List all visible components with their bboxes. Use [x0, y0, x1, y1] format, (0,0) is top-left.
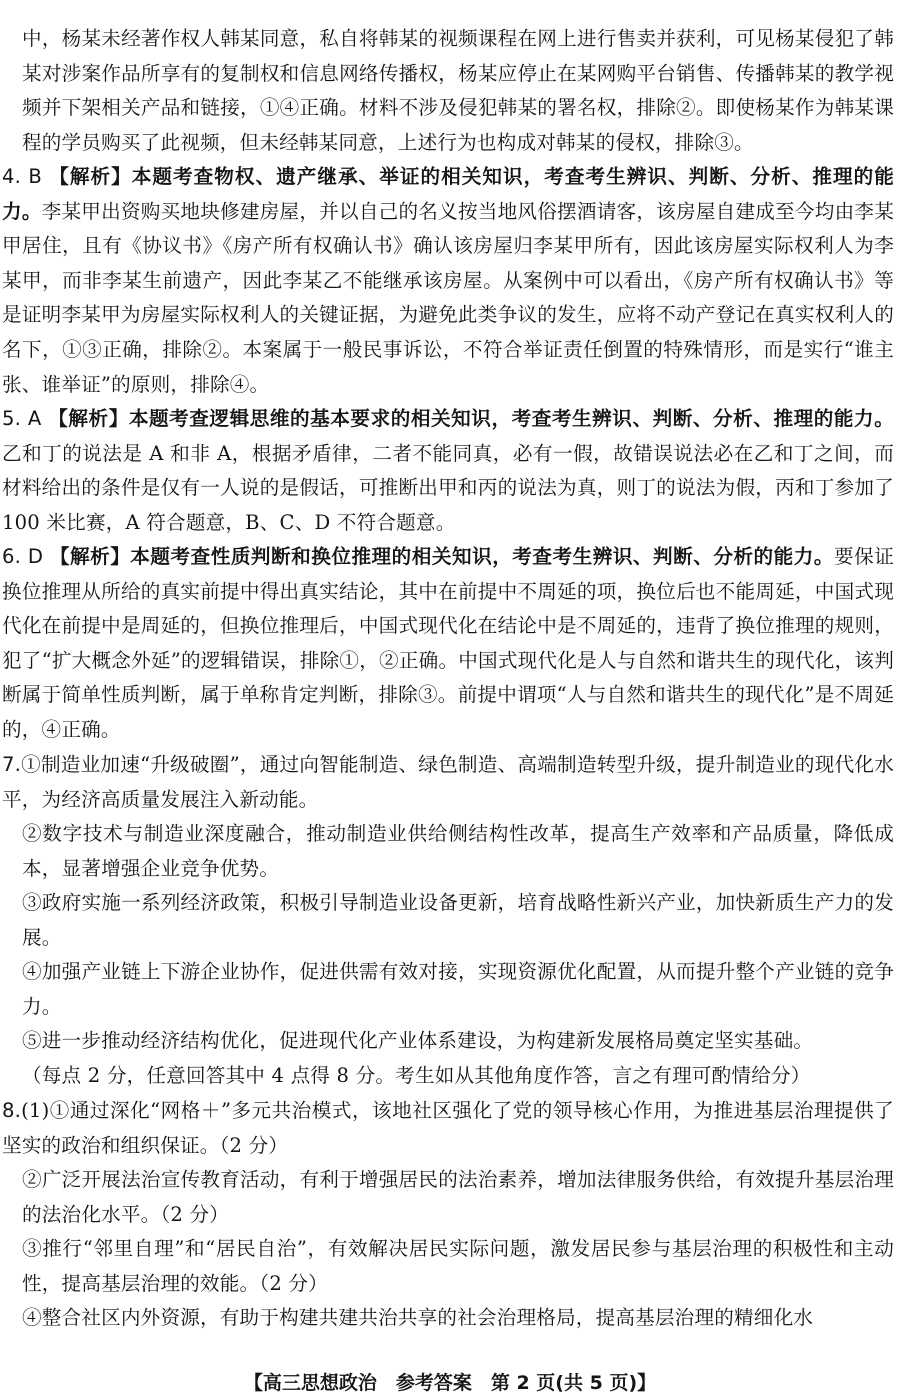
question-8-point-1 — [2, 1094, 894, 1163]
question-7-scoring-note — [22, 1059, 894, 1094]
q8-point-text: (1)①通过深化“网格＋”多元共治模式，该地社区强化了党的领导核心作用，为推进基层治理提供了坚实的政治和组织保证。（2 分） — [2, 1099, 894, 1157]
q3-tail-text: 中，杨某未经著作权人韩某同意，私自将韩某的视频课程在网上进行售卖并获利，可见杨某侵犯了韩某对涉案作品所享有的复制权和信息网络传播权，杨某应停止在某网购平台销售、传播韩某的教学视频并下架相关产品和链接，①④正确。材料不涉及侵犯韩某的署名权，排除②。即使杨某作为韩某课程的学员购买了此视频，但未经韩某同意，上述行为也构成对韩某的侵权，排除③。 — [22, 27, 894, 154]
q8-point-text: ④整合社区内外资源，有助于构建共建共治共享的社会治理格局，提高基层治理的精细化水 — [22, 1306, 814, 1329]
q4-number: 4. B — [2, 165, 42, 188]
question-7-point-1 — [2, 748, 894, 817]
q7-point-text: ③政府实施一系列经济政策，积极引导制造业设备更新，培育战略性新兴产业，加快新质生产力的发展。 — [22, 891, 894, 949]
q6-number: 6. D — [2, 545, 44, 568]
q4-body: 李某甲出资购买地块修建房屋，并以自己的名义按当地风俗摆酒请客，该房屋自建成至今均由李某甲居住，且有《协议书》《房产所有权确认书》确认该房屋归李某甲所有，因此该房屋实际权利人为李某甲，而非李某生前遗产，因此李某乙不能继承该房屋。从案例中可以看出，《房产所有权确认书》等是证明李某甲为房屋实际权利人的关键证据，为避免此类争议的发生，应将不动产登记在真实权利人的名下，①③正确，排除②。本案属于一般民事诉讼，不符合举证责任倒置的特殊情形，而是实行“谁主张、谁举证”的原则，排除④。 — [2, 199, 894, 396]
q7-point-text: ④加强产业链上下游企业协作，促进供需有效对接，实现资源优化配置，从而提升整个产业链的竞争力。 — [22, 960, 894, 1018]
q8-point-text: ②广泛开展法治宣传教育活动，有利于增强居民的法治素养，增加法律服务供给，有效提升基层治理的法治化水平。（2 分） — [22, 1168, 894, 1226]
question-6-analysis — [2, 540, 894, 748]
q8-point-text: ③推行“邻里自理”和“居民自治”，有效解决居民实际问题，激发居民参与基层治理的积极性和主动性，提高基层治理的效能。（2 分） — [22, 1237, 894, 1295]
q4-tag: 【解析】 — [49, 165, 132, 188]
q6-lead: 本题考查性质判断和换位推理的相关知识，考查考生辨识、判断、分析的能力。 — [130, 545, 834, 568]
question-7-point-5 — [22, 1024, 894, 1059]
q7-point-text: ①制造业加速“升级破圈”，通过向智能制造、绿色制造、高端制造转型升级，提升制造业的现代化水平，为经济高质量发展注入新动能。 — [2, 753, 894, 811]
question-4-analysis — [2, 160, 894, 402]
q7-note: （每点 2 分，任意回答其中 4 点得 8 分。考生如从其他角度作答，言之有理可酌情给分） — [22, 1064, 811, 1087]
q8-number: 8. — [2, 1099, 22, 1122]
q5-lead: 本题考查逻辑思维的基本要求的相关知识，考查考生辨识、判断、分析、推理的能力。 — [128, 407, 894, 430]
q7-point-text: ②数字技术与制造业深度融合，推动制造业供给侧结构性改革，提高生产效率和产品质量，降低成本，显著增强企业竞争优势。 — [22, 822, 894, 880]
q4-lead: 本题考查物权、遗产继承、举证的相关知识，考查考生辨识、判断、分析、推理的能力。 — [2, 165, 894, 223]
question-7-point-4 — [22, 955, 894, 1024]
question-5-analysis — [2, 402, 894, 540]
q5-body: 乙和丁的说法是 A 和非 A，根据矛盾律，二者不能同真，必有一假，故错误说法必在乙和丁之间，而材料给出的条件是仅有一人说的是假话，可推断出甲和丙的说法为真，则丁的说法为假，丙和丁参加了 100 米比赛，A 符合题意，B、C、D 不符合题意。 — [2, 441, 894, 534]
q5-tag: 【解析】 — [48, 407, 129, 430]
q6-tag: 【解析】 — [49, 545, 131, 568]
question-3-analysis-tail — [22, 22, 894, 160]
question-8-point-2 — [22, 1163, 894, 1232]
question-7-point-3 — [22, 886, 894, 955]
question-8-point-3 — [22, 1232, 894, 1301]
question-8-point-4 — [22, 1301, 894, 1336]
q7-number: 7. — [2, 753, 22, 776]
q6-body: 要保证换位推理从所给的真实前提中得出真实结论，其中在前提中不周延的项，换位后也不能周延，中国式现代化在前提中是周延的，但换位推理后，中国式现代化在结论中是不周延的，违背了换位推理的规则，犯了“扩大概念外延”的逻辑错误，排除①，②正确。中国式现代化是人与自然和谐共生的现代化，该判断属于简单性质判断，属于单称肯定判断，排除③。前提中谓项“人与自然和谐共生的现代化”是不周延的，④正确。 — [2, 545, 894, 742]
q7-point-text: ⑤进一步推动经济结构优化，促进现代化产业体系建设，为构建新发展格局奠定坚实基础。 — [22, 1029, 814, 1052]
page-footer: 【高三思想政治 参考答案 第 2 页(共 5 页)】 — [243, 1372, 657, 1394]
question-7-point-2 — [22, 817, 894, 886]
q5-number: 5. A — [2, 407, 42, 430]
